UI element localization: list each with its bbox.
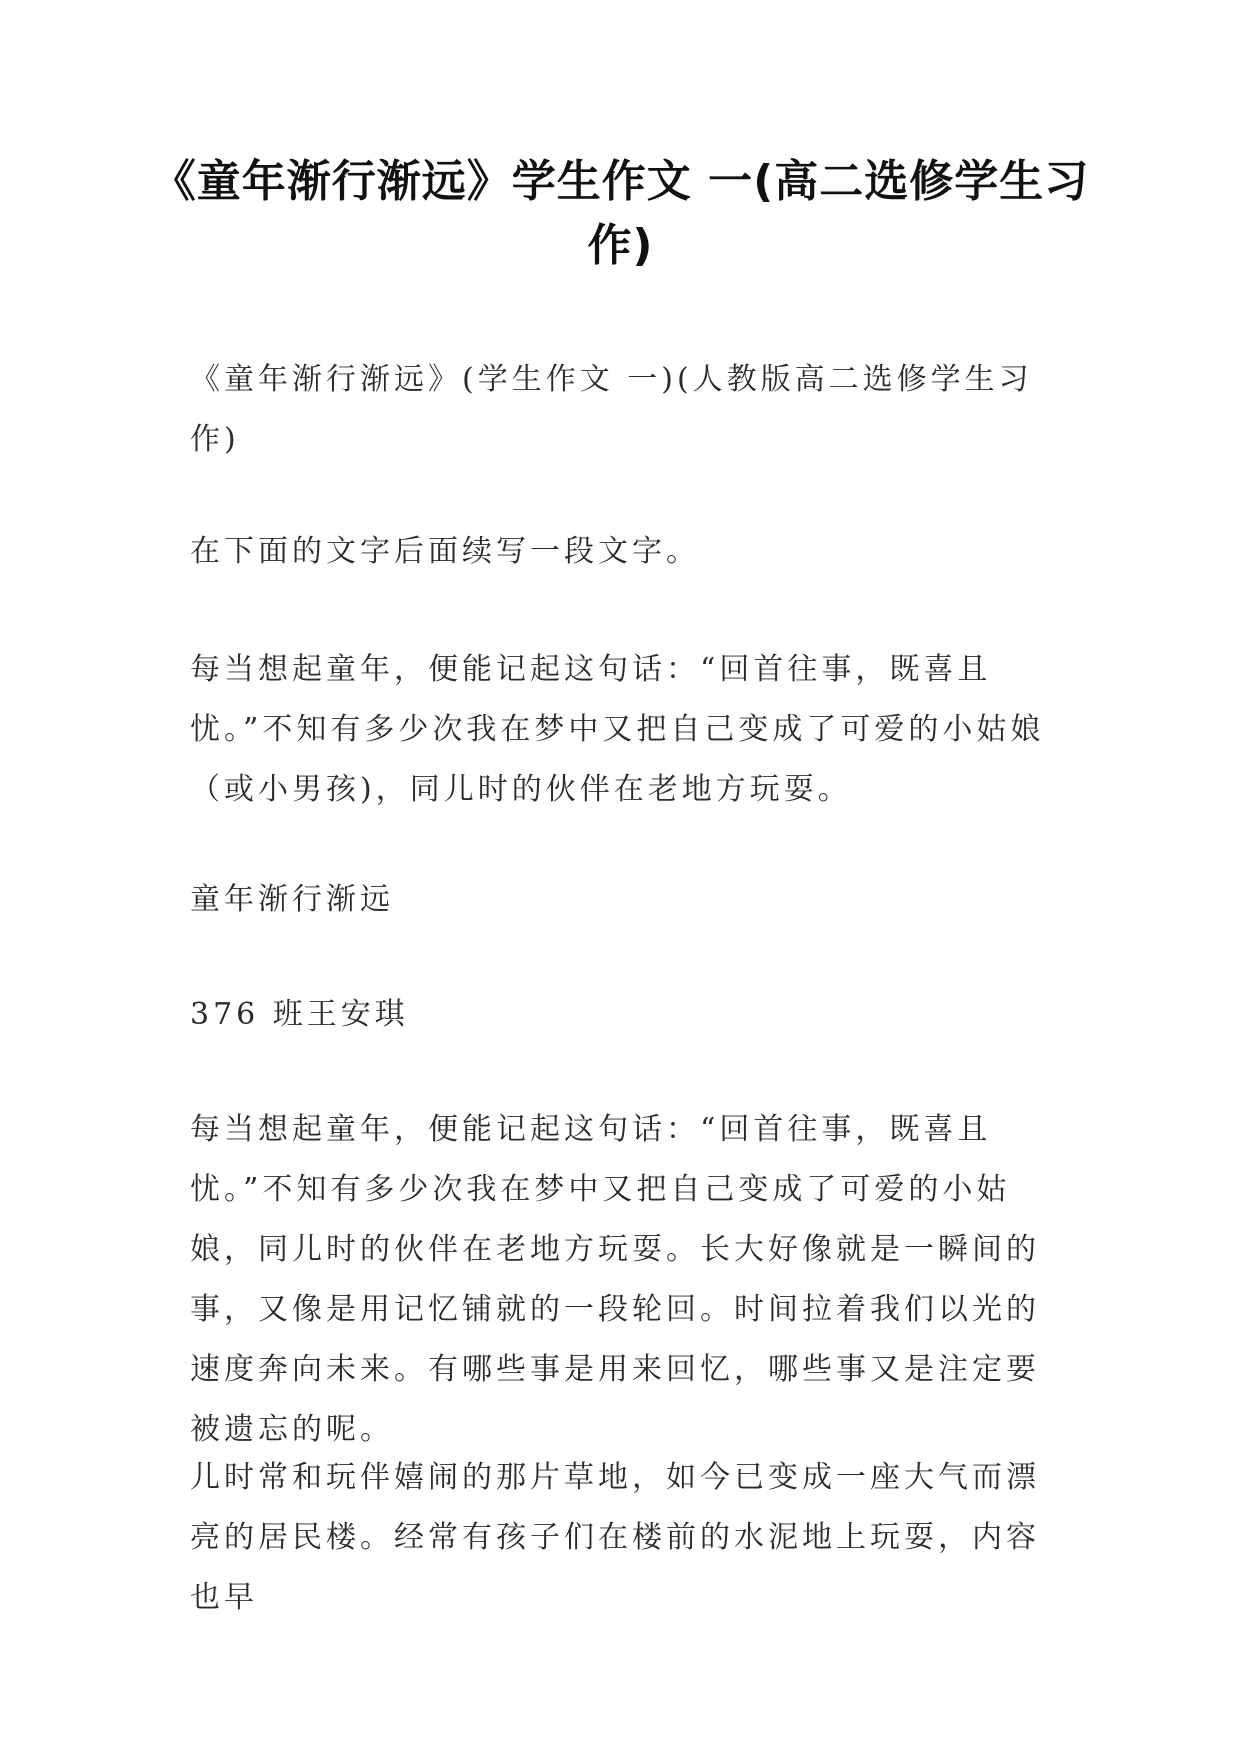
subtitle-paragraph: 《童年渐行渐远》(学生作文 一)(人教版高二选修学生习作) [190,362,1033,457]
instruction-paragraph: 在下面的文字后面续写一段文字。 [190,534,700,569]
essay-author: 376 班王安琪 [190,997,409,1032]
essay-paragraph: 儿时常和玩伴嬉闹的那片草地，如今已变成一座大气而漂亮的居民楼。经常有孩子们在楼前的水泥地上玩耍，内容也早 [190,1460,1040,1615]
prompt-paragraph: 每当想起童年，便能记起这句话：“回首往事，既喜且忧。”不知有多少次我在梦中又把自己变成了可爱的小姑娘（或小男孩)，同儿时的伙伴在老地方玩耍。 [190,652,1045,807]
document-title: 《童年渐行渐远》学生作文 一(高二选修学生习作) [151,156,1090,271]
essay-title: 童年渐行渐远 [190,882,394,917]
essay-paragraph: 每当想起童年，便能记起这句话：“回首往事，既喜且忧。”不知有多少次我在梦中又把自己变成了可爱的小姑娘，同儿时的伙伴在老地方玩耍。长大好像就是一瞬间的事，又像是用记忆铺就的一段轮回。时间拉着我们以光的速度奔向未来。有哪些事是用来回忆，哪些事又是注定要被遗忘的呢。 [190,1112,1040,1447]
